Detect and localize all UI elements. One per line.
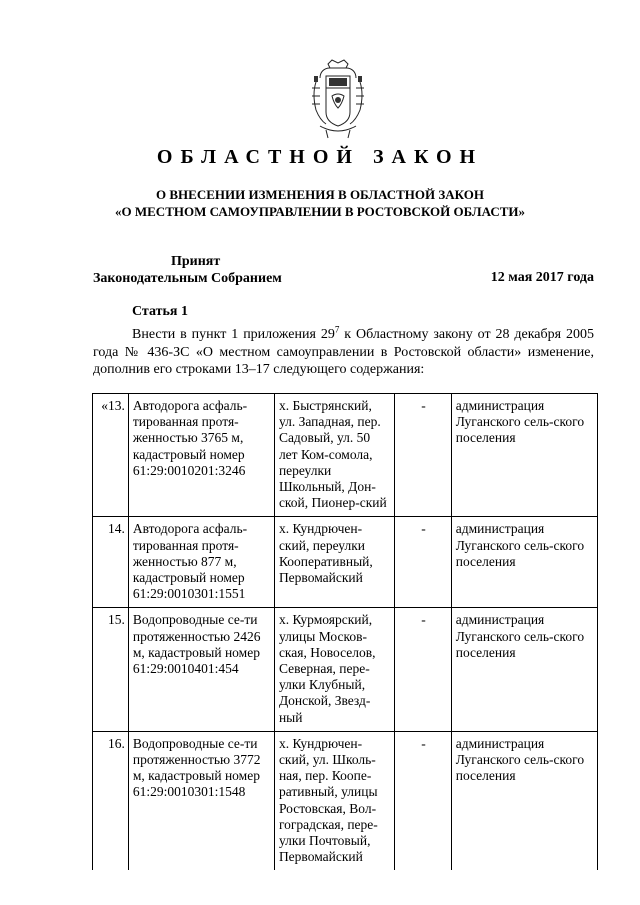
object-location: х. Кундрючен-ский, переулки Кооперативный, Первомайский bbox=[274, 517, 394, 608]
row-number: «13. bbox=[93, 394, 129, 517]
document-title: ОБЛАСТНОЙ ЗАКОН bbox=[156, 146, 484, 168]
article-heading: Статья 1 bbox=[132, 304, 188, 319]
dash-cell: - bbox=[395, 394, 451, 517]
dash-cell: - bbox=[395, 517, 451, 608]
owner-cell: администрация Луганского сель-ского поселения bbox=[451, 731, 597, 870]
paragraph-text-part-2: к Областному закону от 28 декабря 2005 года № 436-ЗС «О местном самоуправлении в Ростовской области» изменение, дополнив его строками 13–17 следующего содержания: bbox=[93, 327, 594, 377]
adoption-date: 12 мая 2017 года bbox=[490, 270, 594, 285]
coat-of-arms-emblem bbox=[306, 58, 370, 140]
table-row bbox=[93, 394, 598, 517]
row-number: 14. bbox=[93, 517, 129, 608]
adopted-label: Принят bbox=[171, 254, 221, 269]
object-location: х. Быстрянский, ул. Западная, пер. Садовый, ул. 50 лет Ком-сомола, переулки Школьный, Дон-ской, Пионер-ский bbox=[274, 394, 394, 517]
subtitle-line-2: «О МЕСТНОМ САМОУПРАВЛЕНИИ В РОСТОВСКОЙ ОБЛАСТИ» bbox=[115, 204, 525, 219]
object-description: Водопроводные се-ти протяженностью 3772 м, кадастровый номер 61:29:0010301:1548 bbox=[128, 731, 274, 870]
owner-cell: администрация Луганского сель-ского поселения bbox=[451, 608, 597, 731]
paragraph-superscript: 7 bbox=[334, 324, 340, 335]
adopted-by: Законодательным Собранием bbox=[93, 271, 282, 286]
table-row bbox=[93, 517, 598, 608]
owner-cell: администрация Луганского сель-ского поселения bbox=[451, 517, 597, 608]
amendment-table bbox=[92, 393, 598, 870]
adoption-block bbox=[93, 253, 323, 287]
dash-cell: - bbox=[395, 731, 451, 870]
owner-cell: администрация Луганского сель-ского поселения bbox=[451, 394, 597, 517]
paragraph-text-part-1: Внести в пункт 1 приложения 29 bbox=[132, 327, 335, 342]
object-location: х. Курмоярский, улицы Москов-ская, Новоселов, Северная, пере-улки Клубный, Донской, Звезд-ный bbox=[274, 608, 394, 731]
row-number: 15. bbox=[93, 608, 129, 731]
table-row bbox=[93, 608, 598, 731]
dash-cell: - bbox=[395, 608, 451, 731]
document-subtitle bbox=[0, 186, 640, 220]
subtitle-line-1: О ВНЕСЕНИИ ИЗМЕНЕНИЯ В ОБЛАСТНОЙ ЗАКОН bbox=[156, 187, 484, 202]
object-description: Автодорога асфаль-тированная протя-женностью 3765 м, кадастровый номер 61:29:0010201:3246 bbox=[128, 394, 274, 517]
amendment-table-body bbox=[93, 394, 598, 871]
article-paragraph bbox=[93, 326, 594, 379]
object-description: Автодорога асфаль-тированная протя-женностью 877 м, кадастровый номер 61:29:0010301:1551 bbox=[128, 517, 274, 608]
table-row bbox=[93, 731, 598, 870]
object-description: Водопроводные се-ти протяженностью 2426 м, кадастровый номер 61:29:0010401:454 bbox=[128, 608, 274, 731]
row-number: 16. bbox=[93, 731, 129, 870]
object-location: х. Кундрючен-ский, ул. Школь-ная, пер. Коопе-ративный, улицы Ростовская, Вол-гоградская, пере-улки Почтовый, Первомайский bbox=[274, 731, 394, 870]
